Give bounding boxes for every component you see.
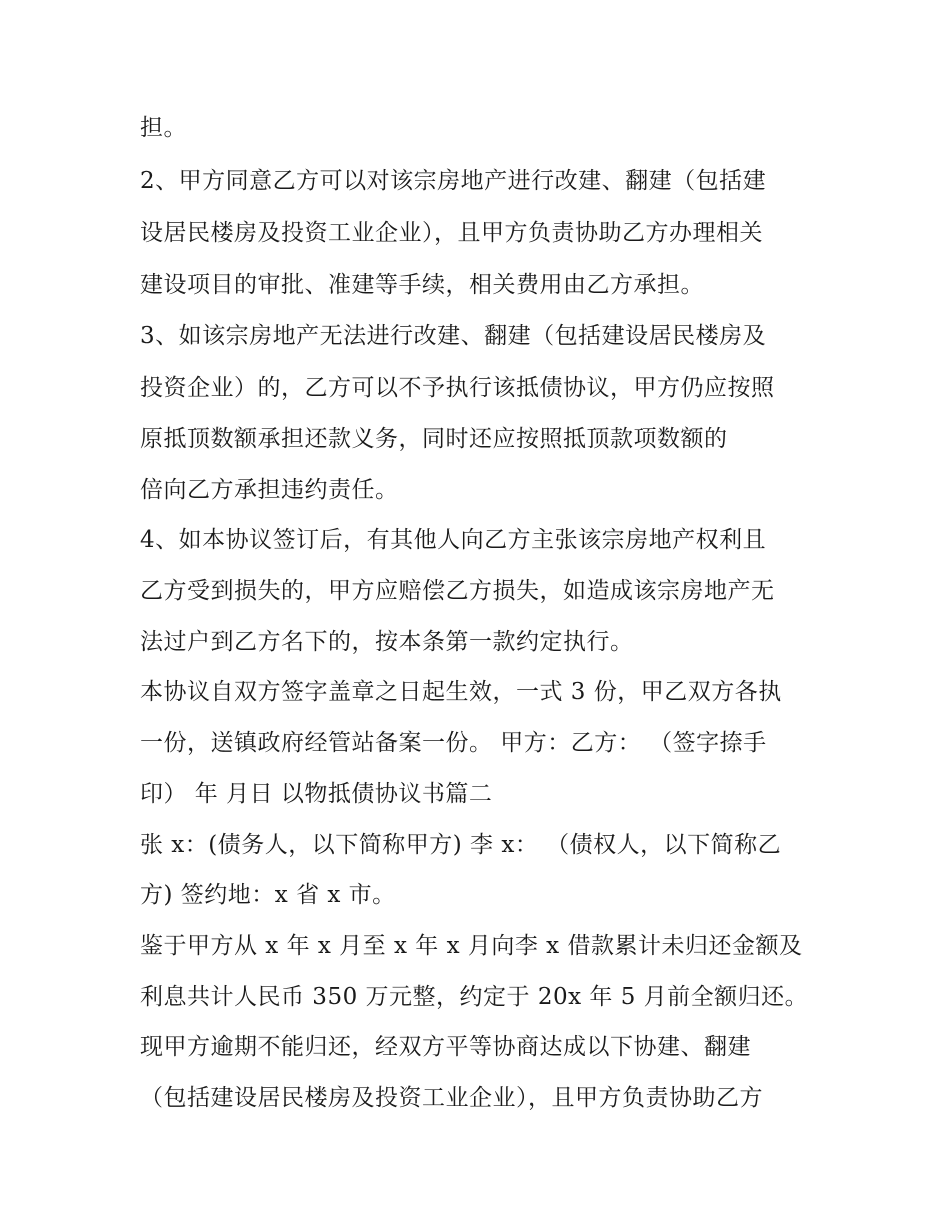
text-line: 一份，送镇政府经管站备案一份。 甲方：乙方： （签字捺手: [140, 730, 767, 756]
text-line: 原抵顶数额承担还款义务，同时还应按照抵顶款项数额的: [140, 426, 728, 452]
text-line: （包括建设居民楼房及投资工业企业），且甲方负责协助乙方: [140, 1085, 763, 1111]
text-line: 乙方受到损失的，甲方应赔偿乙方损失，如造成该宗房地产无: [140, 578, 775, 604]
text-line: 印） 年 月日 以物抵债协议书篇二: [140, 781, 493, 807]
text-line: 本协议自双方签字盖章之日起生效，一式 3 份，甲乙双方各执: [140, 679, 782, 705]
text-line: 3、如该宗房地产无法进行改建、翻建（包括建设居民楼房及: [140, 323, 767, 349]
text-line: 现甲方逾期不能归还，经双方平等协商达成以下协建、翻建: [140, 1034, 751, 1060]
text-line: 投资企业）的，乙方可以不予执行该抵债协议，甲方仍应按照: [140, 375, 775, 401]
text-line: 建设项目的审批、准建等手续，相关费用由乙方承担。: [140, 272, 704, 298]
text-line: 2、甲方同意乙方可以对该宗房地产进行改建、翻建（包括建: [140, 168, 767, 194]
text-line: 鉴于甲方从 x 年 x 月至 x 年 x 月向李 x 借款累计未归还金额及: [140, 933, 803, 959]
text-line: 4、如本协议签订后，有其他人向乙方主张该宗房地产权利且: [140, 527, 767, 553]
text-line: 张 x：(债务人，以下简称甲方) 李 x： （债权人，以下简称乙: [140, 832, 782, 858]
text-line: 方) 签约地：x 省 x 市。: [140, 882, 396, 908]
text-line: 担。: [140, 115, 187, 141]
text-line: 法过户到乙方名下的，按本条第一款约定执行。: [140, 629, 634, 655]
text-line: 利息共计人民币 350 万元整，约定于 20x 年 5 月前全额归还。: [140, 984, 809, 1010]
text-line: 设居民楼房及投资工业企业），且甲方负责协助乙方办理相关: [140, 220, 763, 246]
text-line: 倍向乙方承担违约责任。: [140, 477, 399, 503]
